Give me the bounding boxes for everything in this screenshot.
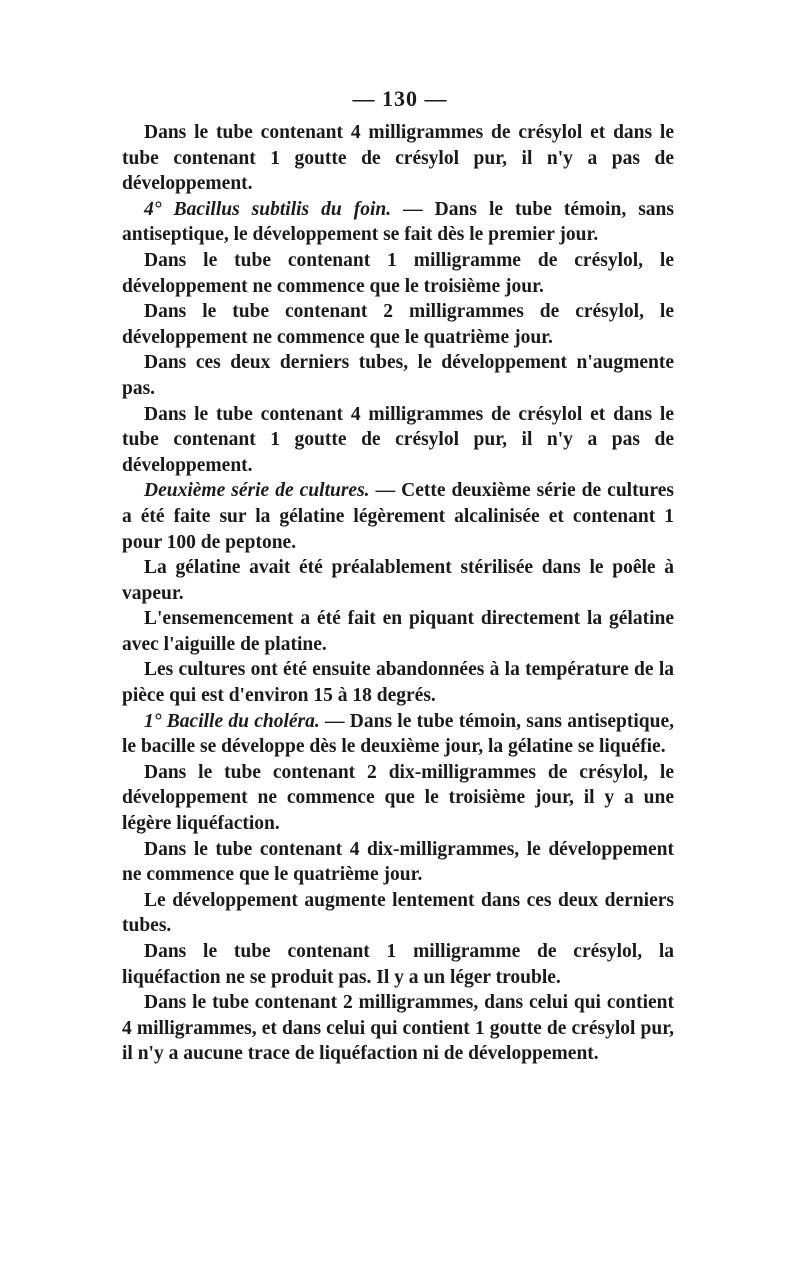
paragraph-lead: Deuxième série de cultures. [144, 480, 370, 502]
paragraph-text: Dans le tube contenant 2 milligrammes de crésylol, le développement ne commence que le quatrième jour. [122, 301, 674, 348]
page-number: — 130 — [352, 86, 448, 111]
paragraph [122, 606, 674, 657]
paragraph [122, 478, 674, 555]
paragraph [122, 248, 674, 299]
paragraph-text: Les cultures ont été ensuite abandonnées à la température de la pièce qui est d'environ 15 à 18 degrés. [122, 659, 674, 707]
paragraph-text: Dans le tube contenant 4 dix-milligrammes, le développement ne commence que le quatrième jour. [122, 838, 674, 886]
paragraph-text: Le développement augmente lentement dans ces deux derniers tubes. [122, 889, 674, 937]
paragraph [122, 555, 674, 606]
paragraph-text: Dans le tube contenant 1 milligramme de crésylol, la liquéfaction ne se produit pas. Il y a un léger trouble. [122, 941, 674, 988]
paragraph [122, 990, 674, 1067]
paragraph [122, 197, 674, 248]
paragraph-text: — Cette deuxième série de cultures a été faite sur la gélatine légèrement alcalinisée et contenant 1 pour 100 de peptone. [122, 480, 674, 553]
body-text [122, 120, 674, 1067]
paragraph-lead: 1° Bacille du choléra. [144, 710, 320, 732]
paragraph [122, 837, 674, 888]
paragraph-text: — Dans le tube témoin, sans antiseptique, le bacille se développe dès le deuxième jour, la gélatine se liquéfie. [122, 710, 674, 758]
paragraph-text: Dans ces deux derniers tubes, le développement n'augmente pas. [122, 352, 674, 399]
paragraph [122, 120, 674, 197]
paragraph-text: La gélatine avait été préalablement stérilisée dans le poêle à vapeur. [122, 557, 674, 604]
paragraph-text: — Dans le tube témoin, sans antiseptique, le développement se fait dès le premier jour. [122, 198, 674, 246]
paragraph [122, 350, 674, 401]
paragraph [122, 402, 674, 479]
paragraph [122, 939, 674, 990]
paragraph-lead: 4° Bacillus subtilis du foin. [144, 198, 392, 220]
paragraph-text: Dans le tube contenant 4 milligrammes de crésylol et dans le tube contenant 1 goutte de crésylol pur, il n'y a pas de développement. [122, 122, 674, 195]
paragraph-text: Dans le tube contenant 2 milligrammes, dans celui qui contient 4 milligrammes, et dans celui qui contient 1 goutte de crésylol pur, il n'y a aucune trace de liquéfaction ni de développement. [122, 992, 674, 1065]
paragraph [122, 299, 674, 350]
paragraph-text: Dans le tube contenant 1 milligramme de crésylol, le développement ne commence que le troisième jour. [122, 249, 674, 297]
paragraph [122, 709, 674, 760]
paragraph-text: Dans le tube contenant 2 dix-milligrammes de crésylol, le développement ne commence que le troisième jour, il y a une légère liquéfaction. [122, 761, 674, 835]
paragraph [122, 888, 674, 939]
paragraph-text: L'ensemencement a été fait en piquant directement la gélatine avec l'aiguille de platine. [122, 608, 674, 655]
paragraph-text: Dans le tube contenant 4 milligrammes de crésylol et dans le tube contenant 1 goutte de crésylol pur, il n'y a pas de développement. [122, 403, 674, 476]
paragraph [122, 760, 674, 837]
paragraph [122, 657, 674, 708]
